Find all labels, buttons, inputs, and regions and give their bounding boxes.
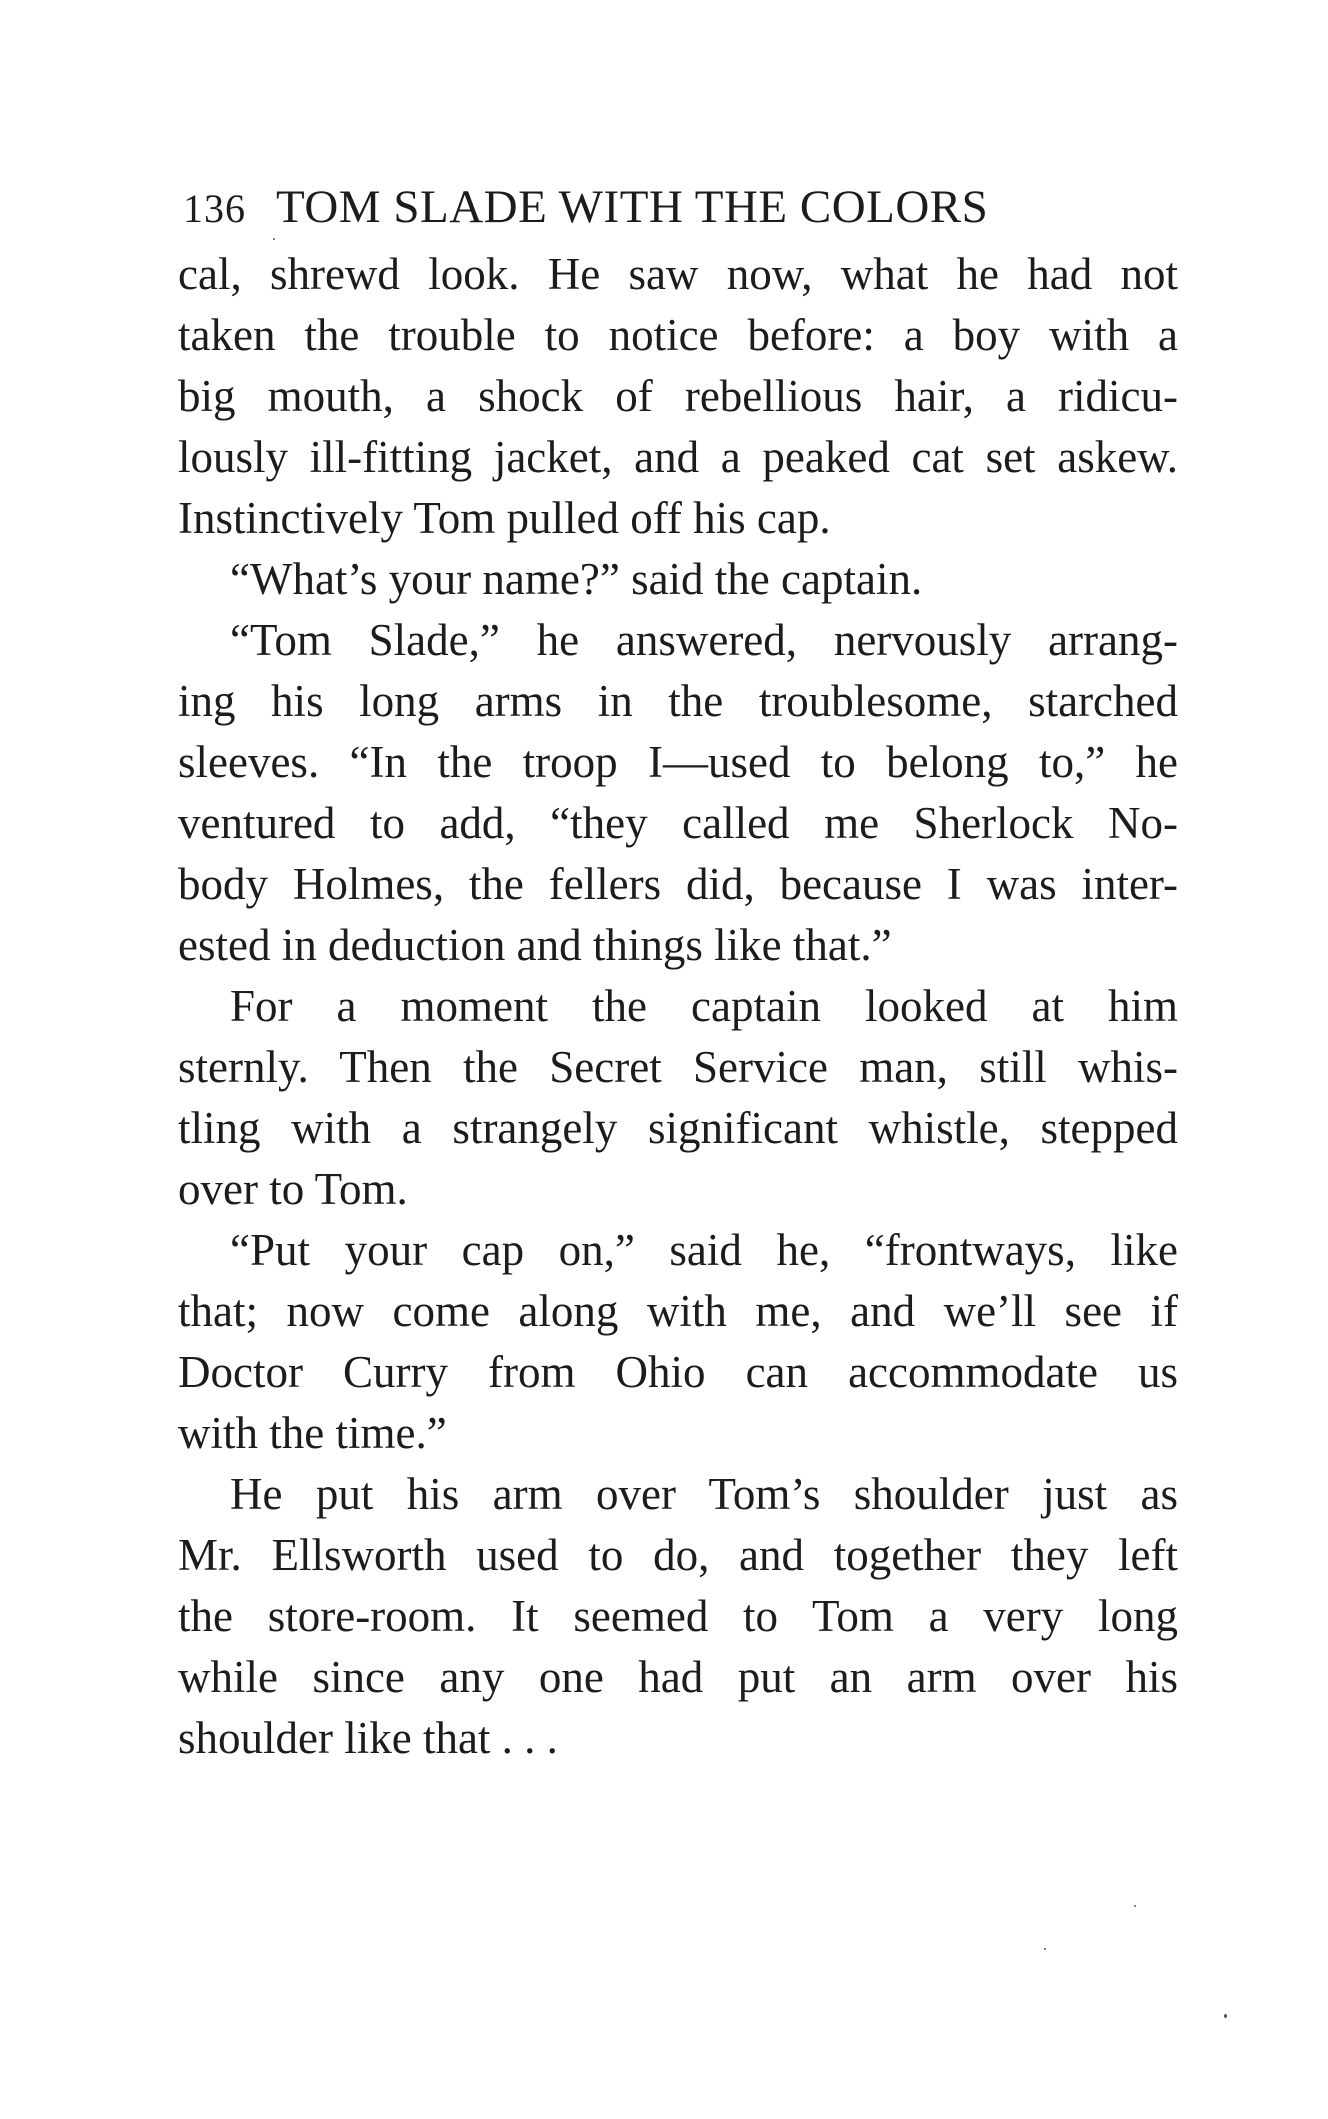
text-line: ventured to add, “they called me Sherlock No- — [178, 798, 1178, 848]
text-line: with the time.” — [178, 1408, 447, 1458]
scan-speck — [273, 238, 275, 240]
paragraph — [178, 244, 1178, 549]
text-line: taken the trouble to notice before: a boy with a — [178, 310, 1178, 360]
text-line: “What’s your name?” said the captain. — [230, 554, 923, 604]
running-title: TOM SLADE WITH THE COLORS — [276, 181, 989, 233]
text-line: “Tom Slade,” he answered, nervously arrang- — [230, 615, 1178, 665]
paragraph — [178, 1220, 1178, 1464]
text-line: big mouth, a shock of rebellious hair, a ridicu- — [178, 371, 1178, 421]
text-line: ested in deduction and things like that.” — [178, 920, 892, 970]
page-number: 136 — [183, 186, 246, 231]
page-header — [183, 172, 1173, 242]
text-line: For a moment the captain looked at him — [230, 981, 1178, 1031]
text-line: tling with a strangely significant whistle, stepped — [178, 1103, 1178, 1153]
text-line: sleeves. “In the troop I—used to belong to,” he — [178, 737, 1178, 787]
text-line: ing his long arms in the troublesome, starched — [178, 676, 1178, 726]
text-line: Instinctively Tom pulled off his cap. — [178, 493, 831, 543]
text-line: shoulder like that . . . — [178, 1713, 558, 1763]
scan-speck — [1224, 2014, 1227, 2018]
paragraph — [178, 976, 1178, 1220]
paragraph — [178, 610, 1178, 976]
text-line: body Holmes, the fellers did, because I was inter- — [178, 859, 1178, 909]
text-line: sternly. Then the Secret Service man, still whis- — [178, 1042, 1178, 1092]
paragraph — [178, 549, 1178, 610]
text-line: He put his arm over Tom’s shoulder just as — [230, 1469, 1178, 1519]
scan-speck — [1044, 1948, 1046, 1950]
text-line: while since any one had put an arm over his — [178, 1652, 1178, 1702]
text-line: that; now come along with me, and we’ll see if — [178, 1286, 1178, 1336]
text-line: cal, shrewd look. He saw now, what he had not — [178, 249, 1178, 299]
text-line: Doctor Curry from Ohio can accommodate us — [178, 1347, 1178, 1397]
text-line: the store-room. It seemed to Tom a very long — [178, 1591, 1178, 1641]
text-line: lously ill-fitting jacket, and a peaked cat set askew. — [178, 432, 1178, 482]
text-line: “Put your cap on,” said he, “frontways, like — [230, 1225, 1178, 1275]
text-line: over to Tom. — [178, 1164, 408, 1214]
body-text — [178, 244, 1178, 1769]
paragraph — [178, 1464, 1178, 1769]
scan-speck — [1134, 1905, 1136, 1907]
text-line: Mr. Ellsworth used to do, and together they left — [178, 1530, 1178, 1580]
